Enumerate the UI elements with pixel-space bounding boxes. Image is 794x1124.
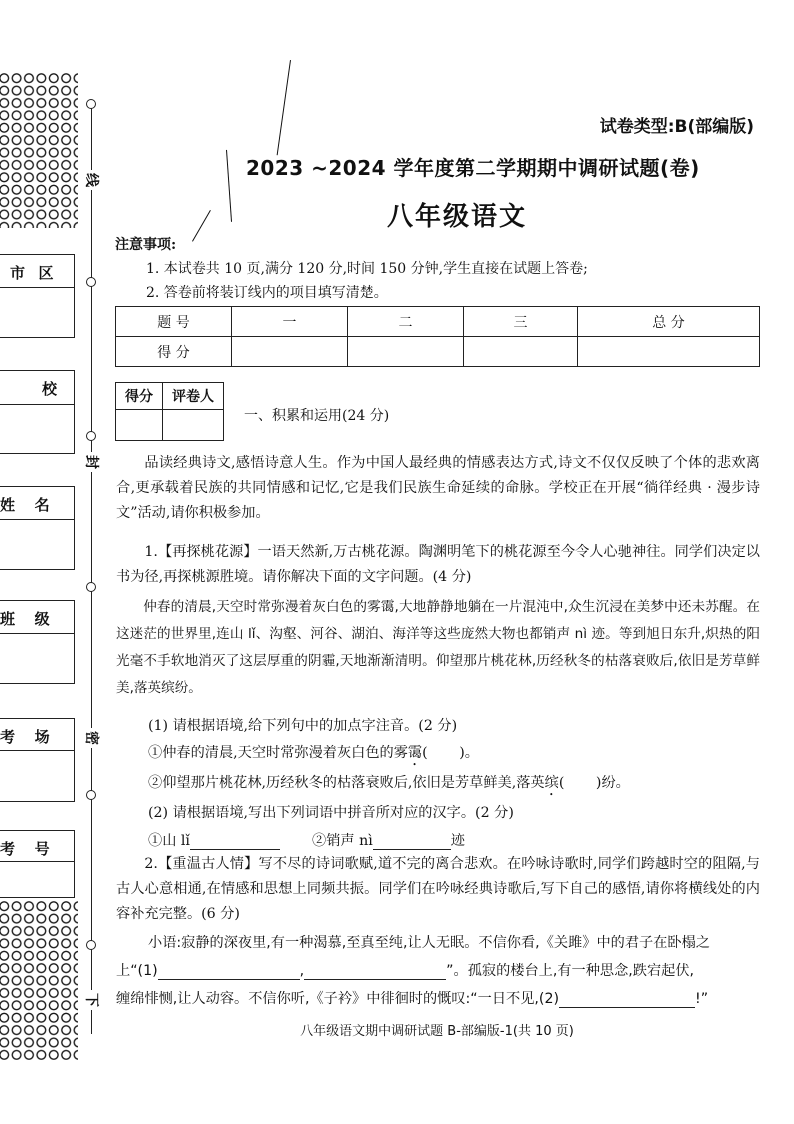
- score-cell[interactable]: [232, 337, 348, 367]
- question-text: ①山 lǐ: [148, 833, 190, 849]
- score-table-header-row: [116, 307, 760, 337]
- answer-blank[interactable]: [373, 833, 451, 850]
- answer-blank-1a[interactable]: [158, 963, 300, 980]
- grader-table: [115, 382, 224, 441]
- binding-hole: [86, 582, 96, 592]
- field-label-exam-number: 考 号: [0, 840, 51, 858]
- field-divider: [0, 633, 74, 634]
- binding-hole: [86, 940, 96, 950]
- notice-title: 注意事项:: [115, 237, 177, 253]
- answer-blank[interactable]: [190, 833, 280, 850]
- field-label-exam-room: 考 场: [0, 728, 51, 746]
- field-divider: [0, 861, 74, 862]
- field-box-school[interactable]: [0, 370, 75, 454]
- binding-line: [91, 104, 92, 1034]
- binding-char-xian: 线: [82, 170, 102, 190]
- field-divider: [0, 750, 74, 751]
- question-text: 迹: [450, 833, 465, 849]
- question-text: 缠绵悱恻,让人动容。不信你听,《子衿》中徘徊时的慨叹:“一日不见,(2): [116, 991, 560, 1007]
- field-label-class: 班 级: [0, 610, 51, 628]
- notice-item: 2. 答卷前将装订线内的项目填写清楚。: [146, 285, 388, 301]
- question-text: ②销声 nì: [312, 833, 373, 849]
- grader-score-label: 得分: [116, 383, 163, 410]
- section-intro: 品读经典诗文,感悟诗意人生。作为中国人最经典的情感表达方式,诗文不仅仅反映了个体的悲欢离合,更承载着民族的共同情感和记忆,它是我们民族生命延续的命脉。学校正在开展“徜徉经典 · 漫步诗文”活动,请你积极参加。: [116, 455, 760, 521]
- question-text: ①仲春的清晨,天空时常弥漫着灰白色的雾: [148, 745, 408, 761]
- grader-score-cell[interactable]: [116, 410, 163, 441]
- question-text: ②仰望那片桃花林,历经秋冬的枯落衰败后,依旧是芳草鲜美,落英: [148, 775, 545, 791]
- question-2-text-line: [116, 960, 694, 980]
- pen-stroke-mark: [277, 60, 291, 155]
- answer-blank-1b[interactable]: [304, 963, 446, 980]
- question-1-passage: 仲春的清晨,天空时常弥漫着灰白色的雾霭,大地静静地躺在一片混沌中,众生沉浸在美梦中还未苏醒。在这迷茫的世界里,连山 lǐ、沟壑、河谷、湖泊、海洋等这些庞然大物也都销声 nì 迹。等到旭日东升,炽热的阳光毫不手软地消灭了这层厚重的阴霾,天地渐渐清明。仰望那片桃花林,历经秋冬的枯落衰败后,依旧是芳草鲜美,落英缤纷。: [116, 599, 760, 696]
- question-1-2-b: [312, 830, 465, 850]
- question-text: 小语:寂静的深夜里,有一种渴慕,至真至纯,让人无眠。不信你看,《关雎》中的君子在卧榻之: [148, 935, 710, 951]
- score-header-cell: 二: [348, 307, 464, 337]
- question-1-2-a: [148, 830, 280, 850]
- grader-name-cell[interactable]: [163, 410, 224, 441]
- question-text: 上“(1): [116, 963, 158, 979]
- section-title: 一、积累和运用(24 分): [244, 408, 390, 424]
- question-2-prompt: 2.【重温古人情】写不尽的诗词歌赋,道不完的离合悲欢。在吟咏诗歌时,同学们跨越时空的阻隔,与古人心意相通,在情感和思想上同频共振。同学们在吟咏经典诗歌后,写下自己的感悟,请你将横线处的内容补充完整。(6 分): [116, 856, 760, 922]
- question-1-1-b: [148, 772, 630, 799]
- binding-hole: [86, 790, 96, 800]
- binding-char-feng: 封: [82, 452, 102, 472]
- question-2-text-line: [116, 988, 708, 1008]
- score-cell[interactable]: [464, 337, 578, 367]
- score-cell[interactable]: [348, 337, 464, 367]
- field-divider: [0, 519, 74, 520]
- score-header-cell: 三: [464, 307, 578, 337]
- question-2-text-line: [148, 932, 710, 952]
- score-header-cell: 题 号: [116, 307, 232, 337]
- page-footer: 八年级语文期中调研试题 B-部编版-1(共 10 页): [300, 1024, 574, 1039]
- question-text: ,: [299, 963, 305, 979]
- binding-hole: [86, 99, 96, 109]
- answer-blank-2[interactable]: [559, 991, 695, 1008]
- score-header-cell: 一: [232, 307, 348, 337]
- field-label-city: 市 区: [10, 264, 55, 282]
- score-row-label: 得 分: [116, 337, 232, 367]
- question-text: ”。孤寂的楼台上,有一种思念,跌宕起伏,: [446, 963, 695, 979]
- binding-hole: [86, 277, 96, 287]
- score-header-cell: 总 分: [578, 307, 760, 337]
- field-divider: [0, 404, 74, 405]
- dotted-character: 霭: [407, 745, 423, 761]
- score-table: [115, 306, 760, 367]
- score-cell[interactable]: [578, 337, 760, 367]
- binding-char-mi: 密: [82, 728, 102, 748]
- paper-type-label: 试卷类型:B(部编版): [599, 117, 754, 137]
- question-text: !”: [695, 991, 709, 1007]
- binding-hole: [86, 431, 96, 441]
- field-label-name: 姓 名: [0, 496, 51, 514]
- field-divider: [0, 287, 74, 288]
- pinyin-answer-blank[interactable]: ( )纷。: [558, 775, 630, 791]
- subject-title: 八年级语文: [386, 202, 527, 232]
- question-1-1-prompt: (1) 请根据语境,给下列句中的加点字注音。(2 分): [148, 718, 458, 734]
- dotted-character: 缤: [544, 775, 559, 791]
- grader-name-label: 评卷人: [163, 383, 224, 410]
- notice-item: 1. 本试卷共 10 页,满分 120 分,时间 150 分钟,学生直接在试题上答卷;: [146, 261, 588, 277]
- binding-char-xia: 下: [82, 990, 102, 1010]
- field-label-school: 校: [42, 380, 59, 398]
- question-1-prompt: 1.【再探桃花源】一语天然新,万古桃花源。陶渊明笔下的桃花源至今令人心驰神往。同学们决定以书为径,再探桃源胜境。请你解决下面的文字问题。(4 分): [116, 544, 760, 585]
- exam-title: 2023 ~2024 学年度第二学期期中调研试题(卷): [246, 156, 700, 180]
- score-table-score-row: [116, 337, 760, 367]
- question-1-2-prompt: (2) 请根据语境,写出下列词语中拼音所对应的汉字。(2 分): [148, 805, 514, 821]
- question-1-1-a: [148, 742, 479, 769]
- pinyin-answer-blank[interactable]: ( )。: [422, 745, 479, 761]
